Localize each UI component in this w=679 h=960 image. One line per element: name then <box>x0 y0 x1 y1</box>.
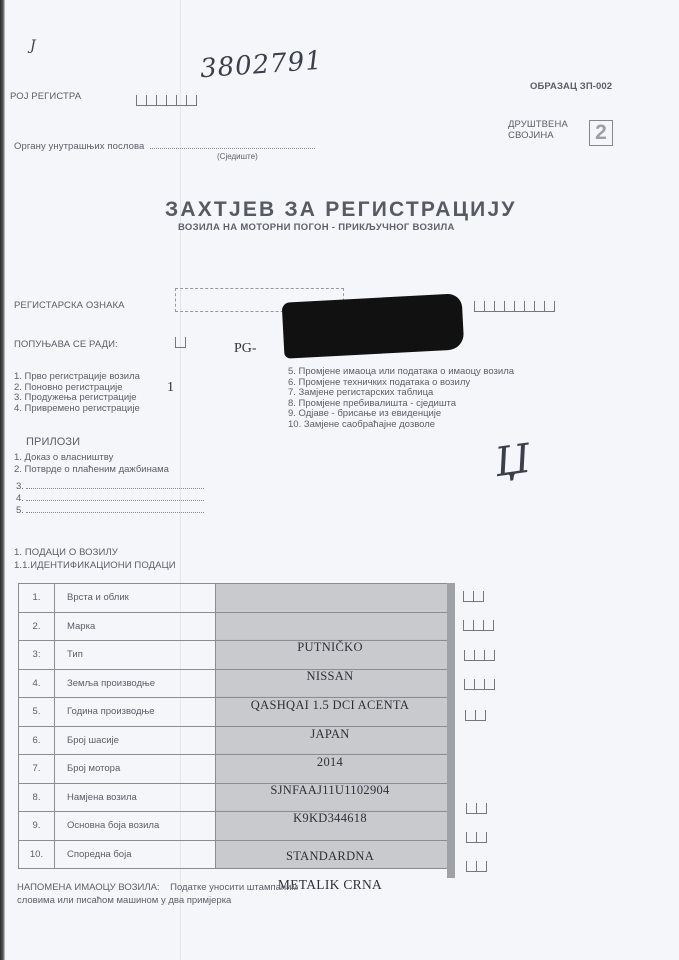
register-number-boxes[interactable] <box>136 92 197 110</box>
dotted-line <box>26 512 204 513</box>
page-subtitle: ВОЗИЛА НА МОТОРНИ ПОГОН - ПРИКЉУЧНОГ ВОЗИЛА <box>178 222 455 233</box>
code-boxes-row-10[interactable] <box>466 858 487 876</box>
ownership-label-line2: СВОЈИНА <box>508 130 554 141</box>
value-purpose: STANDARDNA <box>285 849 375 863</box>
row-number: 3: <box>19 641 55 670</box>
plate-boxes[interactable] <box>474 298 555 316</box>
dotted-line <box>26 488 204 489</box>
owner-note-label: НАПОМЕНА ИМАОЦУ ВОЗИЛА: <box>17 882 160 893</box>
attachment-blank-line[interactable] <box>16 493 204 505</box>
row-label: Број шасије <box>55 726 216 755</box>
code-boxes-row-8[interactable] <box>466 800 487 818</box>
attachment-item: 2. Потврде о плаћеним дажбинама <box>14 463 169 475</box>
handwritten-initials: Џ <box>491 435 533 487</box>
purpose-item: 2. Поновно регистрације <box>14 381 123 393</box>
row-value-cell[interactable] <box>216 612 455 641</box>
plate-label: РЕГИСТАРСКА ОЗНАКА <box>14 300 125 311</box>
row-number: 7. <box>19 755 55 784</box>
value-color: METALIK CRNA <box>277 877 383 892</box>
attachments-heading: ПРИЛОЗИ <box>26 436 81 448</box>
vehicle-section-heading: 1. ПОДАЦИ О ВОЗИЛУ <box>14 547 118 558</box>
row-label: Основна боја возила <box>55 812 216 841</box>
value-chassis-number: SJNFAAJ11U1102904 <box>270 783 390 797</box>
code-boxes-row-1[interactable] <box>463 588 484 606</box>
row-number: 6. <box>19 726 55 755</box>
value-type: PUTNIČKO <box>297 640 363 654</box>
row-number: 4. <box>19 669 55 698</box>
code-boxes-row-9[interactable] <box>466 829 487 847</box>
attachment-blank-line[interactable] <box>16 505 204 517</box>
authority-label <box>14 141 315 152</box>
purpose-item: 1. Прво регистрације возила <box>14 371 140 382</box>
attachment-num: 3. <box>16 481 24 492</box>
attachment-blank-line[interactable] <box>16 481 204 493</box>
owner-note-text: Податке уносити штампаним <box>170 882 298 893</box>
value-engine-number: K9KD344618 <box>293 811 367 825</box>
purpose-item: 4. Привремено регистрације <box>14 402 140 414</box>
row-label: Земља производње <box>55 669 216 698</box>
ownership-label-line1: ДРУШТВЕНА <box>508 119 568 130</box>
vehicle-subsection-heading: 1.1.ИДЕНТИФИКАЦИОНИ ПОДАЦИ <box>14 560 176 571</box>
code-boxes-row-4[interactable] <box>464 676 495 694</box>
row-number: 8. <box>19 783 55 812</box>
attachments-list <box>14 452 169 475</box>
attachment-num: 4. <box>16 493 24 504</box>
authority-label-text: Органу унутрашњих послова <box>14 141 145 152</box>
authority-field[interactable] <box>150 148 315 149</box>
register-number-label: РОЈ РЕГИСТРА <box>10 91 82 102</box>
purposes-left-list <box>14 372 140 414</box>
purpose-box[interactable] <box>175 334 186 352</box>
page-title: ЗАХТЈЕВ ЗА РЕГИСТРАЦИЈУ <box>165 198 517 221</box>
owner-note-line2: словима или писаћом машином у два примјерка <box>17 895 232 906</box>
purpose-item: 6. Промјене техничких података о возилу <box>288 376 471 388</box>
attachment-num: 5. <box>16 505 24 516</box>
purpose-item: 7. Замјене регистарских таблица <box>288 387 434 398</box>
value-country: JAPAN <box>310 727 350 741</box>
table-row <box>19 584 455 613</box>
scan-edge <box>0 0 5 960</box>
row-label: Број мотора <box>55 755 216 784</box>
row-number: 9. <box>19 812 55 841</box>
vehicle-data-table <box>18 583 455 869</box>
value-model: QASHQAI 1.5 DCI ACENTA <box>250 698 410 712</box>
row-value-cell[interactable] <box>216 584 455 613</box>
purpose-value: 1 <box>167 380 174 395</box>
ownership-box: 2 <box>589 120 613 146</box>
value-make: NISSAN <box>306 669 354 683</box>
owner-note <box>17 882 298 893</box>
row-label: Споредна боја <box>55 840 216 869</box>
form-code: ОБРАЗАЦ ЗП-002 <box>530 81 613 92</box>
row-label: Намјена возила <box>55 783 216 812</box>
row-number: 2. <box>19 612 55 641</box>
attachment-item: 1. Доказ о власништву <box>14 452 114 463</box>
row-label: Марка <box>55 612 216 641</box>
purposes-right-list <box>288 367 514 430</box>
purpose-item: 8. Промјене пребивалишта - сједишта <box>288 397 457 409</box>
authority-caption: (Сједиште) <box>217 152 258 161</box>
code-boxes-row-3[interactable] <box>464 647 495 665</box>
purpose-item: 10. Замјене саобраћајне дозволе <box>288 418 436 430</box>
row-number: 10. <box>19 840 55 869</box>
row-number: 1. <box>19 584 55 613</box>
ownership-label <box>508 119 568 141</box>
row-label: Тип <box>55 641 216 670</box>
purpose-item: 5. Промјене имаоца или података о имаоцу возила <box>288 366 515 377</box>
handwritten-mark: J <box>30 38 36 54</box>
attachments-blank-list <box>16 481 204 517</box>
value-year: 2014 <box>316 755 344 769</box>
purpose-item: 3. Продужења регистрације <box>14 392 137 403</box>
purpose-label: ПОПУЊАВА СЕ РАДИ: <box>14 339 118 350</box>
table-row <box>19 612 455 641</box>
row-label: Врста и облик <box>55 584 216 613</box>
row-label: Година производње <box>55 698 216 727</box>
dotted-line <box>26 500 204 501</box>
redaction-mark-tail <box>440 310 452 324</box>
purpose-item: 9. Одјаве - брисање из евиденције <box>288 408 442 419</box>
code-boxes-row-2[interactable] <box>463 617 494 635</box>
handwritten-number: 3802791 <box>199 45 324 85</box>
redaction-mark <box>282 293 465 358</box>
row-number: 5. <box>19 698 55 727</box>
code-boxes-row-5[interactable] <box>465 707 486 725</box>
plate-prefix: PG- <box>234 341 257 356</box>
